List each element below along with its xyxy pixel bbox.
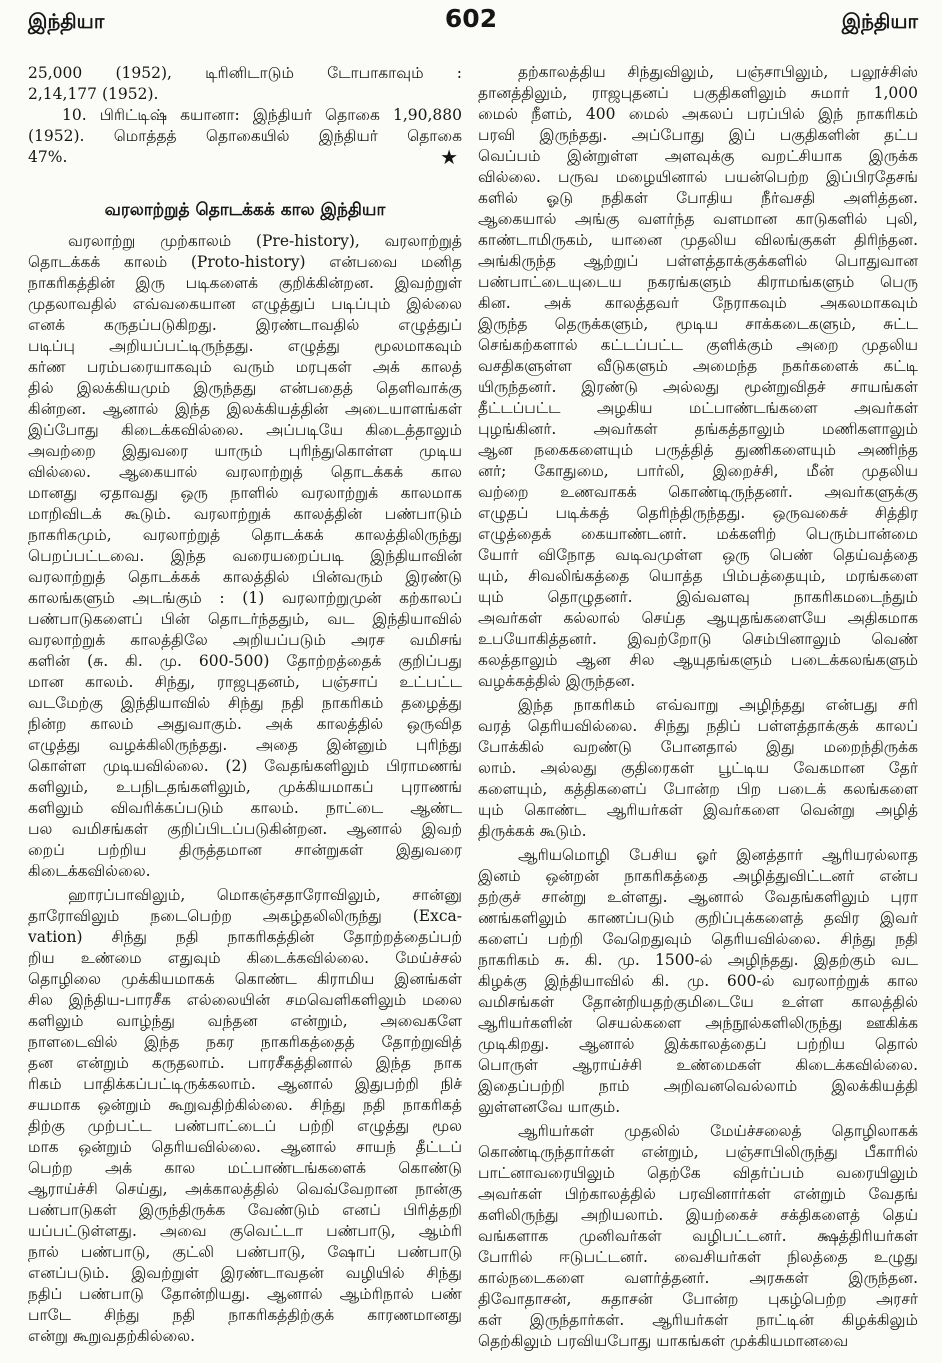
- text-line-content: எனப்படும். இவற்றுள் இரண்டாவதன் வழியில் சிந்து: [28, 1264, 462, 1282]
- text-line: [478, 230, 918, 251]
- text-line-content: யிருந்தனர். இரண்டு அல்லது மூன்றுவிதச் சாயங்கள்: [478, 378, 918, 396]
- text-line-content: கிழக்கு இந்தியாவில் கி. மு. 600-ல் வரலாற்றுக் கால: [478, 972, 918, 990]
- text-line-content: களைப் பற்றி வேறெதுவும் தெரியவில்லை. சிந்து நதி: [478, 930, 918, 948]
- text-line: [478, 272, 918, 293]
- text-line-content: பொருள் ஆராய்ச்சி உண்மைகள் கிடைக்கவில்லை.: [478, 1056, 918, 1074]
- text-line-content: அங்கிருந்த ஆற்றுப் பள்ளத்தாக்குக்களில் பொதுவான: [478, 252, 918, 270]
- text-line-content: வமிசங்கள் தோன்றியதற்குமிடையே உள்ள காலத்தில்: [478, 993, 918, 1011]
- text-line-content: வழக்கத்தில் இருந்தன.: [478, 672, 636, 690]
- text-line: [478, 1331, 918, 1352]
- text-line-content: இந்த நாகரிகம் எவ்வாறு அழிந்தது என்பது சரி: [518, 696, 918, 714]
- text-line-content: எனக் கருதப்படுகிறது. இரண்டாவதில் எழுத்துப்: [28, 316, 462, 334]
- text-line-content: பண்பாடுகளைப் பின் தொடர்ந்ததும், வட இந்தியாவில்: [28, 610, 462, 628]
- text-line-content: கர்ண பரம்பரையாகவும் வரும் மரபுகள் அக் காலத்: [28, 358, 462, 376]
- text-line-content: வெப்பம் இன்றுள்ள அளவுக்கு வறட்சியாக இருக்க: [478, 147, 918, 165]
- text-line-content: பெற்ற அக் கால மட்பாண்டங்களைக் கொண்டு: [28, 1159, 462, 1177]
- text-line: [28, 1137, 462, 1158]
- text-line-content: வடமேற்கு இந்தியாவில் சிந்து நதி நாகரிகம் தழைத்து: [28, 694, 462, 712]
- text-line: [478, 695, 918, 716]
- paragraph: [28, 231, 462, 882]
- text-line-content: வரலாற்றுத் தொடக்கக் காலத்தில் பின்வரும் இரண்டு: [28, 568, 462, 586]
- text-line-content: ஹாரப்பாவிலும், மொகஞ்சதாரோவிலும், சான்னு: [68, 886, 462, 904]
- text-line-content: நால் பண்பாடு, குட்லி பண்பாடு, ஷோப் பண்பாடு: [28, 1243, 462, 1261]
- text-line-content: ணங்களிலும் காணப்படும் குறிப்புக்களைத் தவிர இவர்: [478, 909, 918, 927]
- text-line-content: பாட்னாவரையிலும் தெற்கே விதர்ப்பம் வரையிலும்: [478, 1164, 918, 1182]
- text-line: [478, 440, 918, 461]
- text-line-content: றிய உண்மை எதுவும் கிடைக்கவில்லை. மேய்ச்சல்: [28, 949, 462, 967]
- text-line-content: என்று கூறுவதற்கில்லை.: [28, 1327, 196, 1345]
- text-line-content: நாகரிகம் சு. கி. மு. 1500-ல் அழிந்தது. இதற்கும் வட: [478, 951, 918, 969]
- text-line-content: களிலும் வாழ்ந்து வந்தன என்றும், அவைகளே: [28, 1012, 462, 1030]
- text-line-content: 47%.: [28, 148, 68, 166]
- text-line: [28, 357, 462, 378]
- text-line-content: இப்போது கிடைக்கவில்லை. அப்படியே கிடைத்தாலும்: [28, 421, 462, 439]
- text-line-content: 25,000 (1952), டிரினிடாடும் டோபாகாவும் :: [28, 64, 462, 82]
- text-line-content: களிலிருந்து அறியலாம். இயற்கைச் சக்திகளைத் தெய்: [478, 1206, 918, 1224]
- text-line: [478, 62, 918, 83]
- text-line-content: திவோதாசன், சுதாசன் போன்ற புகழ்பெற்ற அரசர்: [478, 1290, 918, 1308]
- text-line: [478, 1142, 918, 1163]
- text-line: [28, 420, 462, 441]
- text-line-content: களிலும், உபநிடதங்களிலும், முக்கியமாகப் புராணங்: [28, 778, 462, 796]
- text-line-content: யும், சிவலிங்கத்தை யொத்த பிம்பத்தையும், மரங்களை: [478, 567, 918, 585]
- text-line-content: சில இந்திய-பாரசீக எல்லையின் சமவெளிகளிலும் மலை: [28, 991, 462, 1009]
- text-line-content: புழங்கினர். அவர்கள் தங்கத்தாலும் மணிகளாலும்: [478, 420, 918, 438]
- text-line-content: மாக ஒன்றும் தெரியவில்லை. ஆனால் சாயந் தீட்டப்: [28, 1138, 462, 1156]
- text-line-content: நாகரிகத்தின் இரு படிகளைக் குறிக்கின்றன. இவற்றுள்: [28, 274, 462, 292]
- text-line: [28, 63, 462, 84]
- text-line-content: காண்டாமிருகம், யானை முதலிய விலங்குகள் திரிந்தன.: [478, 231, 918, 249]
- text-line-content: லாம். அல்லது குதிரைகள் பூட்டிய வேகமான தேர்: [478, 759, 918, 777]
- text-line: [28, 798, 462, 819]
- text-line: [478, 566, 918, 587]
- text-line: [478, 716, 918, 737]
- text-line: [28, 336, 462, 357]
- text-line-content: வில்லை. பருவ மழையினால் பயன்பெற்ற இப்பிரதேசங்: [478, 168, 918, 186]
- running-header-left: இந்தியா: [28, 9, 105, 33]
- text-line: [28, 231, 462, 252]
- text-line: [28, 630, 462, 651]
- text-line-content: ஆன நகைகளையும் பருத்தித் துணிகளையும் அணிந்த: [478, 441, 918, 459]
- text-line: [478, 461, 918, 482]
- text-line: [478, 1097, 918, 1118]
- section-title: வரலாற்றுத் தொடக்கக் கால இந்தியா: [104, 200, 386, 220]
- text-line-content: தொழிலை முக்கியமாகக் கொண்ட கிராமிய இனங்கள்: [28, 970, 462, 988]
- text-line-content: தெற்கிலும் பரவியபோது யாகங்கள் முக்கியமானவை: [478, 1332, 849, 1350]
- text-line: [478, 779, 918, 800]
- text-line: [28, 462, 462, 483]
- text-line: [478, 929, 918, 950]
- text-line: [28, 1284, 462, 1305]
- text-line: [478, 356, 918, 377]
- text-line: [28, 483, 462, 504]
- text-line: [478, 629, 918, 650]
- text-line-content: மான காலம். சிந்து, ராஜபுதனம், பஞ்சாப் உட்பட்ட: [28, 673, 462, 691]
- text-line: [28, 1032, 462, 1053]
- text-line: [478, 887, 918, 908]
- text-line: [28, 777, 462, 798]
- paragraph: [28, 885, 462, 1347]
- continued-paragraph: [28, 63, 462, 105]
- paragraph: [28, 105, 462, 168]
- text-line-content: யும் கொண்ட ஆரியர்கள் இவர்களை வென்று அழித்: [478, 801, 918, 819]
- text-line: [478, 866, 918, 887]
- paragraph: [478, 845, 918, 1118]
- text-line-content: களிலும் விவரிக்கப்படும் காலம். நாட்டை ஆண்ட: [28, 799, 462, 817]
- text-line-content: தொடக்கக் காலம் (Proto-history) என்பவை மனித: [28, 253, 462, 271]
- text-line-content: போரில் ஈடுபட்டனர். வைசியர்கள் நிலத்தை உழுது: [478, 1248, 918, 1266]
- text-line-content: களில் ஓடு நதிகள் போதிய நீர்வசதி அளித்தன.: [478, 189, 918, 207]
- text-line-content: நாளடைவில் இந்த நகர நாகரிகத்தைத் தோற்றுவித்: [28, 1033, 462, 1051]
- text-line: [478, 1055, 918, 1076]
- text-line: [478, 608, 918, 629]
- text-line-content: காலங்களும் அடங்கும் : (1) வரலாற்றுமுன் கற்காலப்: [28, 589, 462, 607]
- text-line: [478, 545, 918, 566]
- paragraph: [478, 695, 918, 842]
- text-line: [478, 1289, 918, 1310]
- text-line: [28, 756, 462, 777]
- text-line: [28, 105, 462, 126]
- text-line: [28, 1179, 462, 1200]
- text-line-content: கள் இருந்தார்கள். ஆரியர்கள் நாட்டின் கிழக்கிலும்: [478, 1311, 918, 1329]
- text-line: [478, 188, 918, 209]
- text-line-content: செங்கற்களால் கட்டப்பட்ட குளிக்கும் அறை முதலிய: [478, 336, 918, 354]
- text-line-content: ஆகையால் அங்கு வளர்ந்த வளமான காடுகளில் புலி,: [478, 210, 918, 228]
- text-line-content: உபயோகித்தனர். இவற்றோடு செம்பினாலும் வெண்: [478, 630, 918, 648]
- text-line: [28, 693, 462, 714]
- text-line-content: கிடைக்கவில்லை.: [28, 862, 151, 880]
- text-line-content: திருக்கக் கூடும்.: [478, 822, 587, 840]
- text-line: [478, 821, 918, 842]
- left-column-body: [28, 231, 462, 1347]
- text-line: [478, 398, 918, 419]
- text-line: [28, 504, 462, 525]
- text-line: [28, 672, 462, 693]
- text-line: [28, 651, 462, 672]
- text-line: [28, 1158, 462, 1179]
- text-line: [478, 671, 918, 692]
- text-line-content: நதிப் பண்பாடு தோன்றியது. ஆனால் ஆம்ரிநால் பண்: [28, 1285, 462, 1303]
- text-line: [478, 1205, 918, 1226]
- text-line-content: இருந்த தெருக்களும், மூடிய சாக்கடைகளும், சுட்ட: [478, 315, 918, 333]
- text-line: [28, 948, 462, 969]
- text-line: [28, 147, 462, 168]
- text-line-content: லுள்ளனவே யாகும்.: [478, 1098, 621, 1116]
- text-line: [28, 1263, 462, 1284]
- text-line: [478, 1163, 918, 1184]
- text-line: [478, 146, 918, 167]
- text-line-content: நின்ற காலம் அதுவாகும். அக் காலத்தில் ஒருவித: [28, 715, 462, 733]
- text-line: [478, 167, 918, 188]
- text-line: [28, 84, 462, 105]
- text-line: [478, 293, 918, 314]
- text-line-content: முடிகிறது. ஆனால் இக்காலத்தைப் பற்றிய தொல்: [478, 1035, 918, 1053]
- text-line: [28, 969, 462, 990]
- text-line-content: தாரோவிலும் நடைபெற்ற அகழ்தலிலிருந்து (Exca-: [28, 907, 462, 925]
- text-line: [28, 1326, 462, 1347]
- text-line-content: ஆராய்ச்சி செய்து, அக்காலத்தில் வெவ்வேறான நான்கு: [28, 1180, 462, 1198]
- text-line: [478, 971, 918, 992]
- text-line: [28, 294, 462, 315]
- text-line-content: கின. அக் காலத்தவர் நேராகவும் அகலமாகவும்: [478, 294, 918, 312]
- text-line: [478, 314, 918, 335]
- text-line: [28, 1074, 462, 1095]
- text-line: [478, 1076, 918, 1097]
- text-line-content: கின்றன. ஆனால் இந்த இலக்கியத்தின் அடையாளங்கள்: [28, 400, 462, 418]
- text-line: [478, 587, 918, 608]
- paragraph: [28, 63, 462, 105]
- text-line: [478, 992, 918, 1013]
- text-line-content: திற்கு முற்பட்ட பண்பாட்டைப் பற்றி எழுத்து மூல: [28, 1117, 462, 1135]
- text-line: [28, 567, 462, 588]
- text-line: [28, 1011, 462, 1032]
- text-line: [478, 482, 918, 503]
- text-line-content: முதலாவதில் எவ்வகையான எழுத்துப் படிப்பும் இல்லை: [28, 295, 462, 313]
- text-line: [478, 1310, 918, 1331]
- text-line: [28, 525, 462, 546]
- text-line-content: வரத் தெரியவில்லை. சிந்து நதிப் பள்ளத்தாக்குக் காலப்: [478, 717, 918, 735]
- text-line-content: யோர் விநோத வடிவமுள்ள ஒரு பெண் தெய்வத்தை: [478, 546, 918, 564]
- text-line-content: vation) சிந்து நதி நாகரிகத்தின் தோற்றத்தைப்பற்: [28, 928, 462, 946]
- text-line-content: போக்கில் வறண்டு போனதால் இது மறைந்திருக்க: [478, 738, 918, 756]
- star-end-mark: ★: [440, 145, 458, 169]
- text-line-content: பண்பாடுகள் இருந்திருக்க வேண்டும் எனப் பிரித்தறி: [28, 1201, 462, 1219]
- text-line: [478, 1013, 918, 1034]
- text-line-content: தன என்றும் கருதலாம். பாரசீகத்தினால் இந்த நாக: [28, 1054, 462, 1072]
- text-line: [478, 1226, 918, 1247]
- text-line-content: தீட்டப்பட்ட அழகிய மட்பாண்டங்களை அவர்கள்: [478, 399, 918, 417]
- text-line-content: பல வமிசங்கள் குறிப்பிடப்படுகின்றன. ஆனால் இவற்: [28, 820, 462, 838]
- text-line-content: தில் இலக்கியமும் இருந்தது என்பதைத் தெளிவாக்கு: [28, 379, 462, 397]
- text-line: [28, 273, 462, 294]
- text-line-content: ஆரியமொழி பேசிய ஓர் இனத்தார் ஆரியரல்லாத: [518, 846, 918, 864]
- text-line-content: ரிகம் பாதிக்கப்பட்டிருக்கலாம். ஆனால் இதுபற்றி நிச்: [28, 1075, 462, 1093]
- text-line-content: அவற்றை இதுவரை யாரும் புரிந்துகொள்ள முடிய: [28, 442, 462, 460]
- text-line: [478, 737, 918, 758]
- text-line: [28, 1242, 462, 1263]
- running-header-right: இந்தியா: [841, 9, 918, 33]
- text-line: [478, 1247, 918, 1268]
- text-line: [28, 735, 462, 756]
- text-line-content: அவர்கள் கல்லால் செய்த ஆயுதங்களையே அதிகமாக: [478, 609, 918, 627]
- text-line-content: களின் (சு. கி. மு. 600-500) தோற்றத்தைக் குறிப்பது: [28, 652, 462, 670]
- text-line-content: மாறிவிடக் கூடும். வரலாற்றுக் காலத்தின் பண்பாடும்: [28, 505, 462, 523]
- text-line-content: தற்காலத்திய சிந்துவிலும், பஞ்சாபிலும், பலூச்சிஸ்: [518, 63, 918, 81]
- page-number: 602: [444, 4, 498, 33]
- text-line: [28, 990, 462, 1011]
- left-column-intro: [28, 63, 462, 168]
- text-line: [478, 950, 918, 971]
- text-line: [28, 1095, 462, 1116]
- text-line: [478, 1184, 918, 1205]
- text-line: [28, 1221, 462, 1242]
- text-line-content: பரவி இருந்தது. அப்போது இப் பகுதிகளின் தட்ப: [478, 126, 918, 144]
- text-line: [28, 126, 462, 147]
- text-line-content: னர்; கோதுமை, பார்லி, இறைச்சி, மீன் முதலிய: [478, 462, 918, 480]
- text-line: [478, 335, 918, 356]
- right-column-body: [478, 62, 918, 1352]
- text-line: [28, 861, 462, 882]
- text-line: [28, 714, 462, 735]
- text-line: [478, 419, 918, 440]
- text-line: [28, 588, 462, 609]
- text-line-content: கொள்ள முடியவில்லை. (2) வேதங்களிலும் பிராமணங்: [28, 757, 462, 775]
- text-line-content: வற்றை உணவாகக் கொண்டிருந்தனர். அவர்களுக்கு: [478, 483, 918, 501]
- text-line-content: கொண்டிருந்தார்கள் என்றும், பஞ்சாபிலிருந்து பீகாரில்: [478, 1143, 918, 1161]
- text-line: [28, 1116, 462, 1137]
- text-line: [28, 885, 462, 906]
- text-line-content: இனம் ஒன்றன் நாகரிகத்தை அழித்துவிட்டனர் என்ப: [478, 867, 918, 885]
- text-line-content: நாகரிகமும், வரலாற்றுத் தொடக்கக் காலத்திலிருந்து: [28, 526, 462, 544]
- text-line-content: றைப் பற்றிய திருத்தமான சான்றுகள் இதுவரை: [28, 841, 462, 859]
- text-line: [478, 503, 918, 524]
- text-line-content: அவர்கள் பிற்காலத்தில் பரவினார்கள் என்றும் வேதங்: [478, 1185, 918, 1203]
- text-line-content: சயமாக ஒன்றும் கூறுவதிற்கில்லை. சிந்து நதி நாகரிகத்: [28, 1096, 462, 1114]
- text-line: [28, 1200, 462, 1221]
- text-line: [28, 315, 462, 336]
- text-line: [28, 1053, 462, 1074]
- text-line-content: எழுதப் படிக்கத் தெரிந்திருந்தது. ஒருவகைச் சித்திர: [478, 504, 918, 522]
- text-line: [28, 546, 462, 567]
- text-line: [28, 819, 462, 840]
- text-line-content: வசதிகளுள்ள வீடுகளும் அமைந்த நகர்களைக் கட்டி: [478, 357, 918, 375]
- text-line-content: கலத்தாலும் ஆன சில ஆயுதங்களும் படைக்கலங்களும்: [478, 651, 918, 669]
- text-line-content: 2,14,177 (1952).: [28, 85, 159, 103]
- text-line-content: ஆரியர்கள் முதலில் மேய்ச்சலைத் தொழிலாகக்: [518, 1122, 918, 1140]
- text-line-content: வில்லை. ஆகையால் வரலாற்றுத் தொடக்கக் கால: [28, 463, 462, 481]
- text-line-content: இதைப்பற்றி நாம் அறிவனவெல்லாம் இலக்கியத்தி: [478, 1077, 918, 1095]
- text-line: [478, 83, 918, 104]
- paragraph: [478, 1121, 918, 1352]
- text-line: [478, 377, 918, 398]
- text-line-content: களையும், கத்திகளைப் போன்ற பிற படைக் கலங்களை: [478, 780, 918, 798]
- text-line-content: படிப்பு அறியப்பட்டிருந்தது. எழுத்து மூலமாகவும்: [28, 337, 462, 355]
- text-line: [478, 125, 918, 146]
- text-line: [478, 1121, 918, 1142]
- text-line: [478, 209, 918, 230]
- text-line-content: யப்பட்டுள்ளது. அவை குவெட்டா பண்பாடு, ஆம்ரி: [28, 1222, 462, 1240]
- text-line-content: வங்களாக முனிவர்கள் வழிபட்டனர். க்ஷத்திரியர்கள்: [478, 1227, 918, 1245]
- text-line-content: பண்பாட்டையுடைய நகரங்களும் கிராமங்களும் பெரு: [478, 273, 918, 291]
- text-line-content: தற்குச் சான்று உள்ளது. ஆனால் வேதங்களிலும் புரா: [478, 888, 918, 906]
- text-line-content: பெறப்பட்டவை. இந்த வரையறைப்படி இந்தியாவின்: [28, 547, 462, 565]
- text-line-content: எழுத்து வழக்கிலிருந்தது. அதை இன்னும் புரிந்து: [28, 736, 462, 754]
- text-line-content: ஆரியர்களின் செயல்களை அந்நூல்களிலிருந்து ஊகிக்க: [478, 1014, 918, 1032]
- text-line: [28, 609, 462, 630]
- numbered-item-10: [28, 105, 462, 168]
- text-line: [478, 650, 918, 671]
- text-line: [478, 758, 918, 779]
- text-line-content: பாடே சிந்து நதி நாகரிகத்திற்குக் காரணமானது: [28, 1306, 462, 1324]
- text-line: [478, 104, 918, 125]
- text-line-content: மைல் நீளம், 400 மைல் அகலப் பரப்பில் இந் நாகரிகம்: [478, 105, 918, 123]
- text-line-content: (1952). மொத்தத் தொகையில் இந்தியர் தொகை: [28, 127, 462, 145]
- text-line: [28, 378, 462, 399]
- text-line: [28, 906, 462, 927]
- text-line-content: கால்நடைகளை வளர்த்தனர். அரசுகள் இருந்தன.: [478, 1269, 918, 1287]
- text-line-content: 10. பிரிட்டிஷ் கயானா: இந்தியர் தொகை 1,90,880: [62, 106, 462, 124]
- text-line: [28, 252, 462, 273]
- text-line: [478, 908, 918, 929]
- text-line: [28, 441, 462, 462]
- text-line-content: எழுத்தைக் கையாண்டனர். மக்களிற் பெரும்பான்மை: [478, 525, 918, 543]
- text-line-content: யும் தொழுதனர். இவ்வளவு நாகரிகமடைந்தும்: [478, 588, 918, 606]
- text-line-content: வரலாற்று முற்காலம் (Pre-history), வரலாற்றுத்: [68, 232, 462, 250]
- text-line: [28, 840, 462, 861]
- text-line: [478, 800, 918, 821]
- paragraph: [478, 62, 918, 692]
- text-line: [28, 927, 462, 948]
- text-line-content: மானது ஏதாவது ஒரு நாளில் வரலாற்றுக் காலமாக: [28, 484, 462, 502]
- text-line-content: வரலாற்றுக் காலத்திலே அறியப்படும் அரச வமிசங்: [28, 631, 462, 649]
- text-line: [478, 1034, 918, 1055]
- text-line: [28, 399, 462, 420]
- text-line: [478, 1268, 918, 1289]
- text-line: [478, 845, 918, 866]
- text-line-content: தானத்திலும், ராஜபுதனப் பகுதிகளிலும் சுமார் 1,000: [478, 84, 918, 102]
- text-line: [478, 251, 918, 272]
- text-line: [478, 524, 918, 545]
- text-line: [28, 1305, 462, 1326]
